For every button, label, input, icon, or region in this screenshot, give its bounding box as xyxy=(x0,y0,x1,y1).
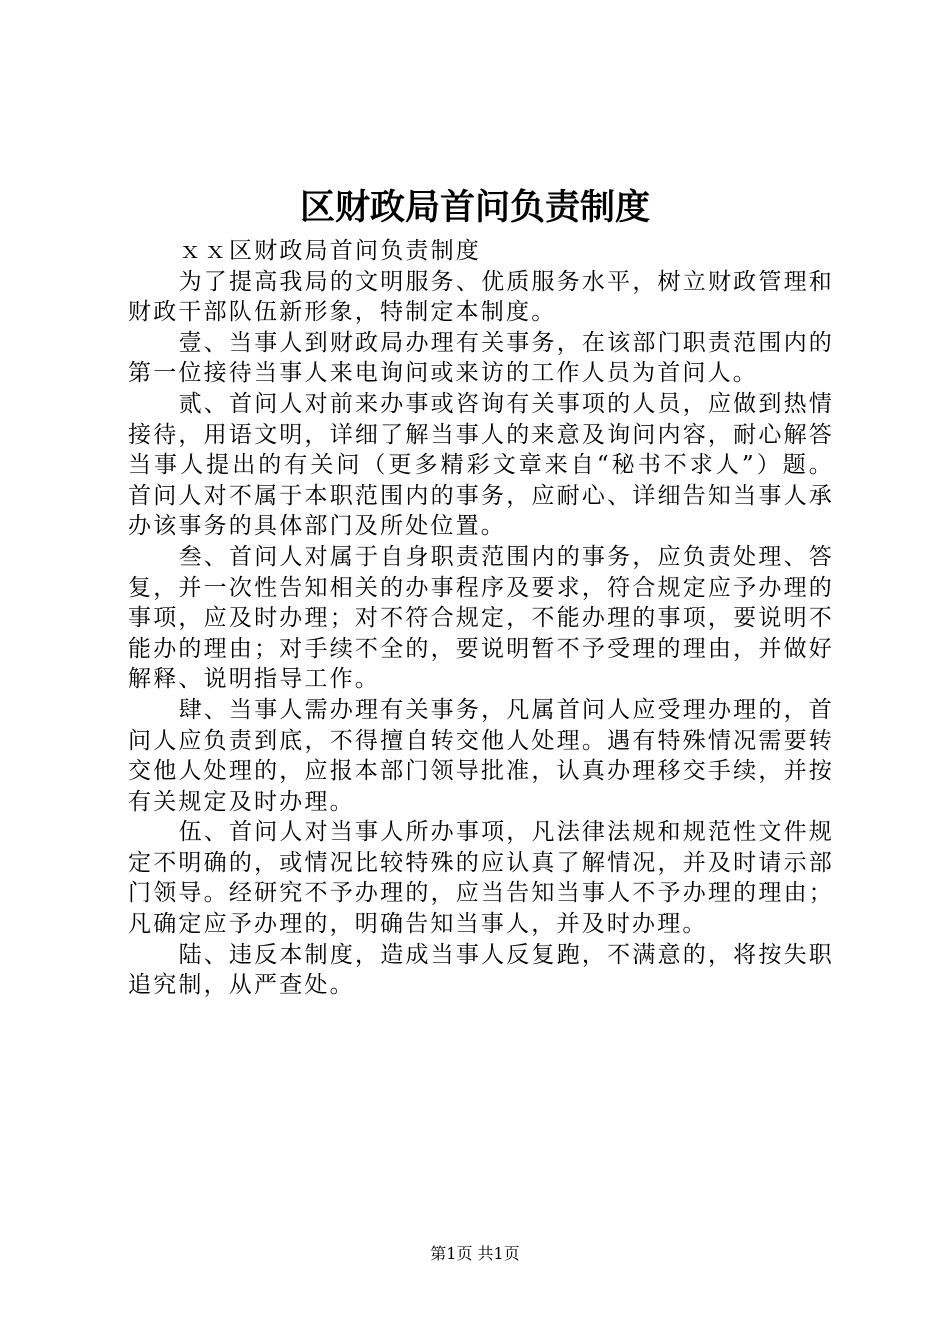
paragraph-subtitle: ｘｘ区财政局首问负责制度 xyxy=(178,238,481,264)
paragraph-item-3: 叁、首问人对属于自身职责范围内的事务，应负责处理、答复，并一次性告知相关的办事程序及要求，符合规定应予办理的事项，应及时办理；对不符合规定，不能办理的事项，要说明不能办的理由；对手续不全的，要说明暂不予受理的理由，并做好解释、说明指导工作。 xyxy=(128,543,834,693)
document-body xyxy=(128,236,834,1001)
paragraph-item-4: 肆、当事人需办理有关事务，凡属首问人应受理办理的，首问人应负责到底，不得擅自转交他人处理。遇有特殊情况需要转交他人处理的，应报本部门领导批准，认真办理移交手续，并按有关规定及时办理。 xyxy=(128,696,834,815)
document-title: 区财政局首问负责制度 xyxy=(299,187,650,228)
paragraph-item-1: 壹、当事人到财政局办理有关事务，在该部门职责范围内的第一位接待当事人来电询问或来访的工作人员为首问人。 xyxy=(128,329,834,387)
paragraph-intro: 为了提高我局的文明服务、优质服务水平，树立财政管理和财政干部队伍新形象，特制定本制度。 xyxy=(128,268,834,326)
paragraph-item-6: 陆、违反本制度，造成当事人反复跑，不满意的，将按失职追究制，从严查处。 xyxy=(128,941,834,999)
page-footer: 第1页 共1页 xyxy=(430,1244,520,1263)
paragraph-item-5: 伍、首问人对当事人所办事项，凡法律法规和规范性文件规定不明确的，或情况比较特殊的应认真了解情况，并及时请示部门领导。经研究不予办理的，应当告知当事人不予办理的理由；凡确定应予办理的，明确告知当事人，并及时办理。 xyxy=(128,819,834,938)
paragraph-item-2: 贰、首问人对前来办事或咨询有关事项的人员，应做到热情接待，用语文明，详细了解当事人的来意及询问内容，耐心解答当事人提出的有关问（更多精彩文章来自“秘书不求人”）题。首问人对不属于本职范围内的事务，应耐心、详细告知当事人承办该事务的具体部门及所处位置。 xyxy=(128,390,834,540)
